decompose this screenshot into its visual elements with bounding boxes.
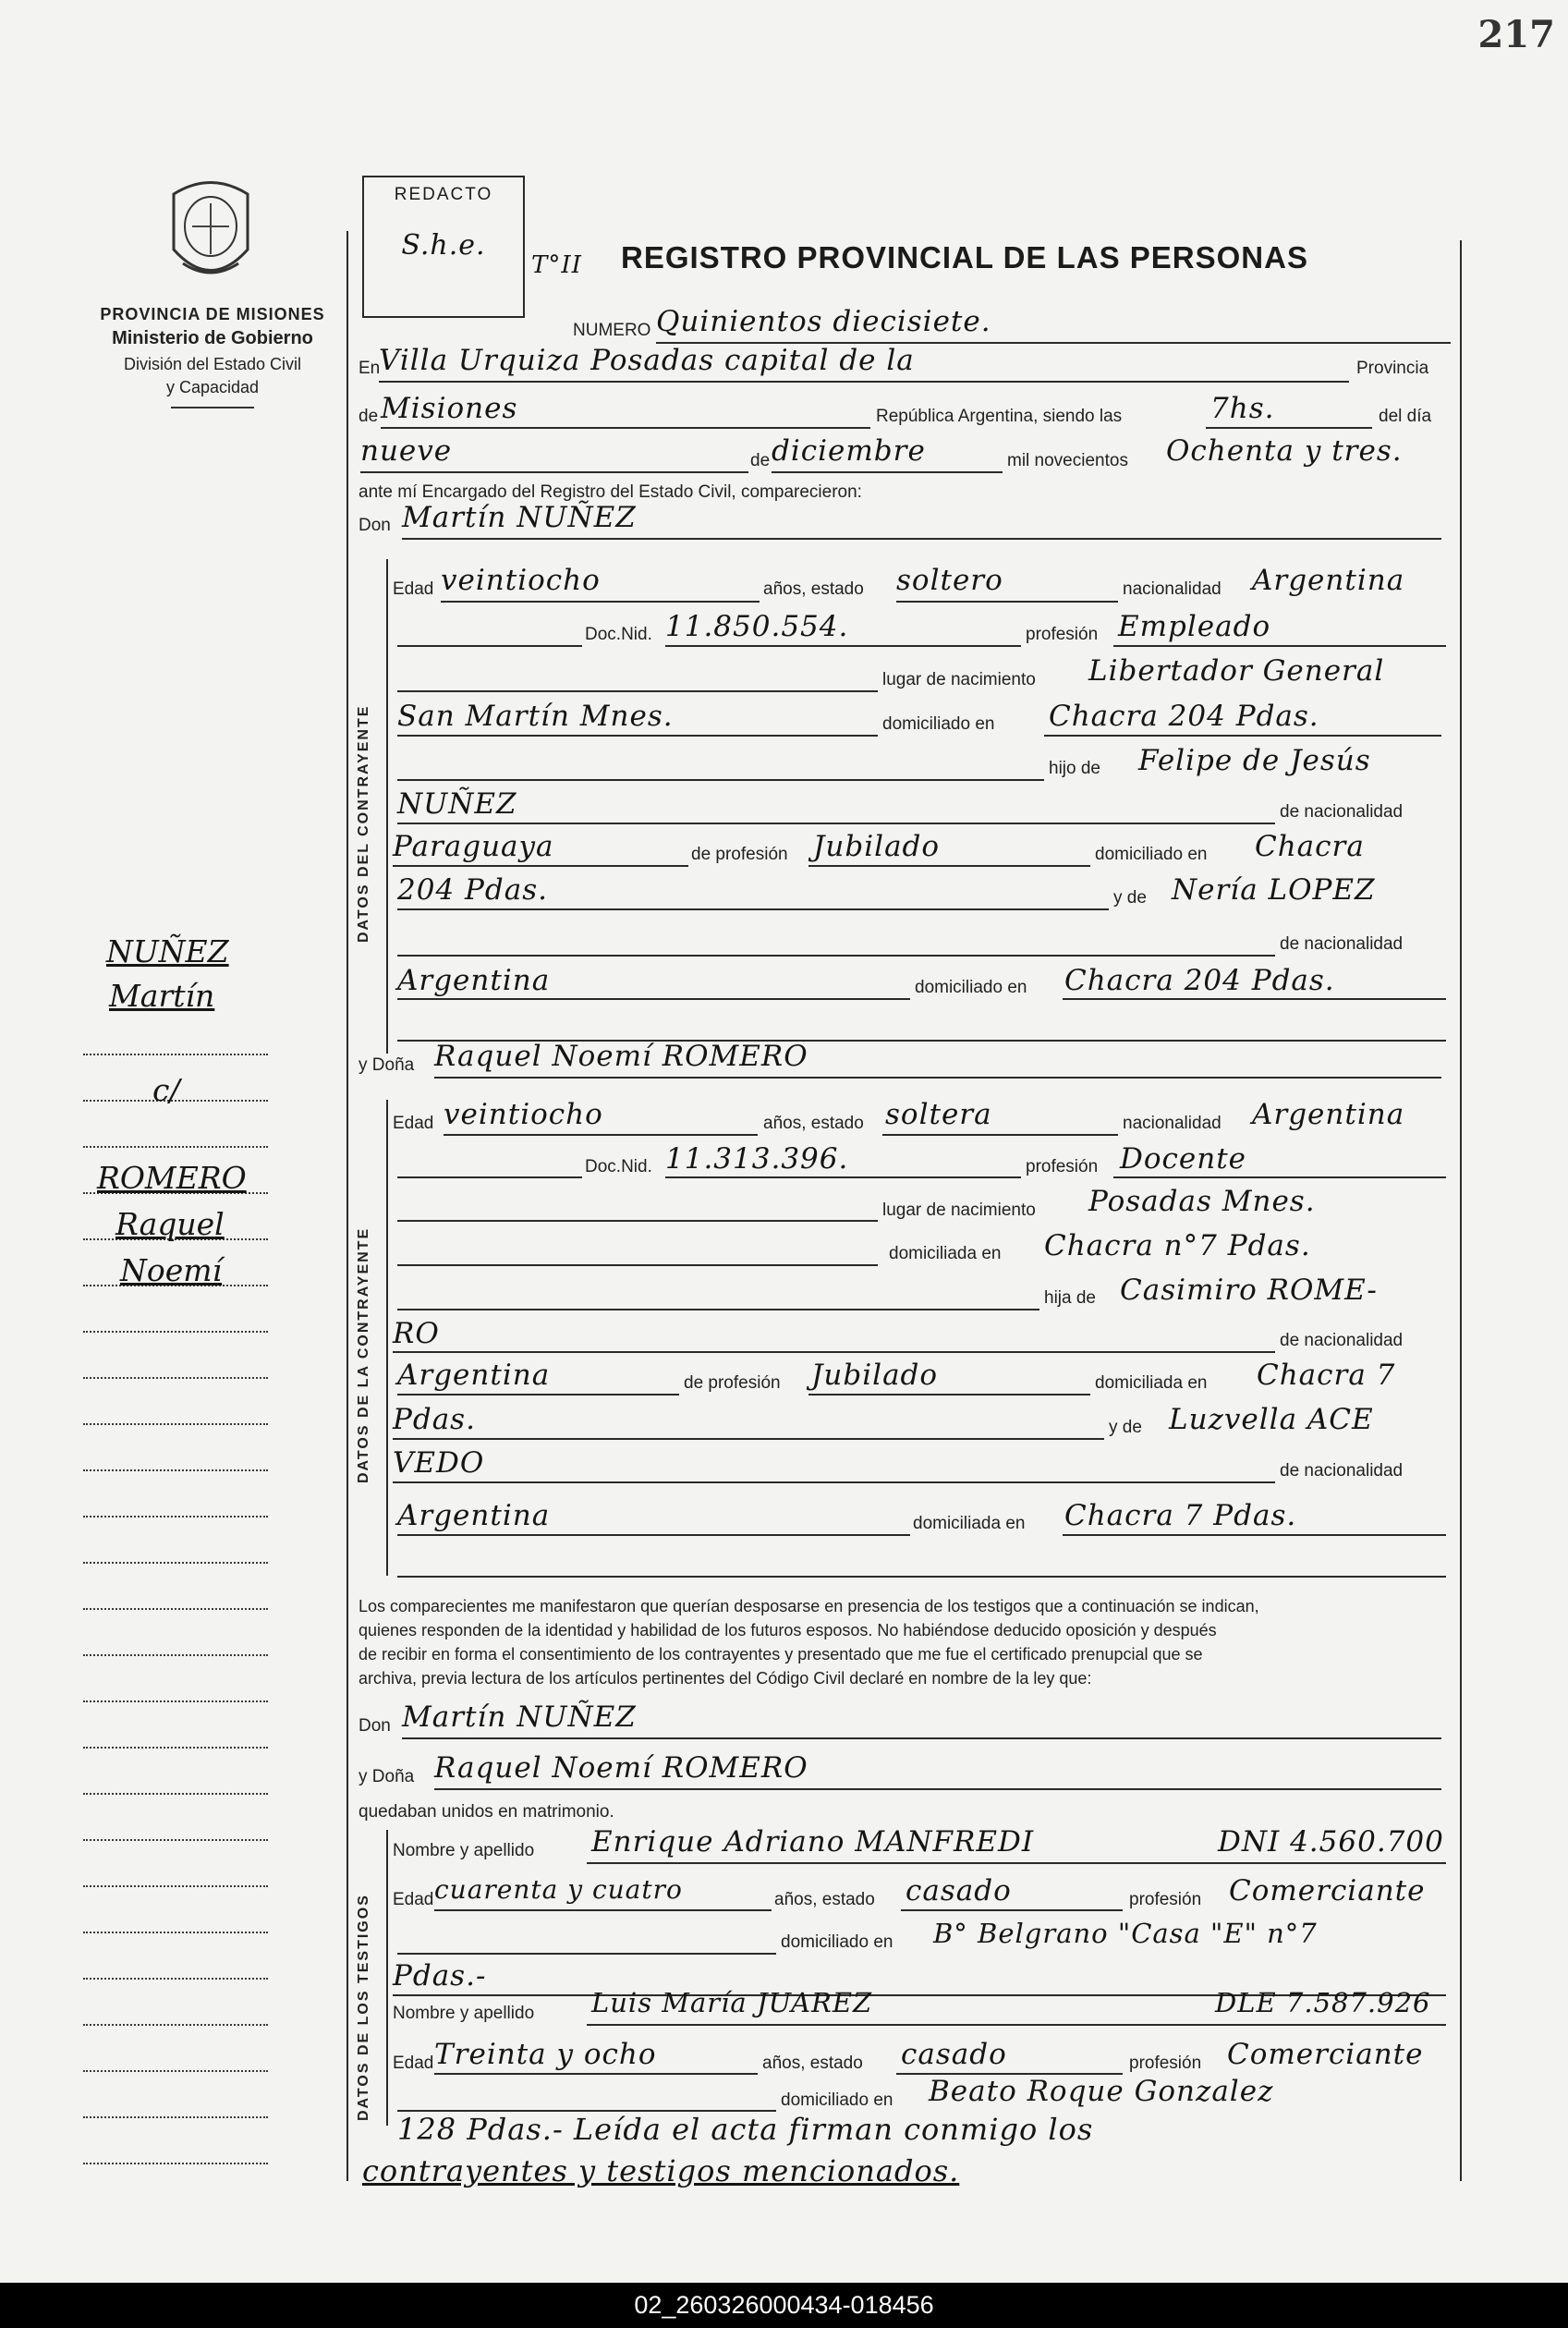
estado-label-2: años, estado xyxy=(763,1114,864,1133)
dona-label: y Doña xyxy=(359,1055,415,1075)
padre-value: Felipe de Jesús xyxy=(1138,744,1371,777)
t2-edad-value: Treinta y ocho xyxy=(434,2038,657,2071)
hijo-label: hijo de xyxy=(1049,759,1100,778)
estado-value-2: soltera xyxy=(885,1098,992,1131)
domicilio-value-2: Chacra n°7 Pdas. xyxy=(1044,1229,1311,1262)
t2-doc-value: DLE 7.587.926 xyxy=(1215,1987,1431,2018)
de-mes-label: de xyxy=(750,451,771,470)
t2-dom-value: Beato Roque Gonzalez xyxy=(929,2075,1274,2108)
edad-label: Edad xyxy=(393,579,434,599)
padre-value-4: RO xyxy=(393,1317,440,1350)
side-label-contrayenta: DATOS DE LA CONTRAYENTE xyxy=(356,1226,371,1483)
profesion-value-2: Docente xyxy=(1120,1142,1246,1176)
t1-dom-value: B° Belgrano "Casa "E" n°7 xyxy=(933,1918,1318,1949)
domicilio-value: Chacra 204 Pdas. xyxy=(1049,700,1319,733)
profesion-label-2: profesión xyxy=(1026,1157,1099,1176)
padre-nac-value-2: Argentina xyxy=(397,1359,551,1392)
closing-line-2: contrayentes y testigos mencionados. xyxy=(362,2153,960,2188)
division-line-2: y Capacidad xyxy=(165,378,260,396)
t1-edad-value: cuarenta y cuatro xyxy=(434,1874,683,1905)
padre-prof-value-2: Jubilado xyxy=(811,1359,939,1392)
side-label-testigos: DATOS DE LOS TESTIGOS xyxy=(356,1894,371,2121)
dona-value: Raquel Noemí ROMERO xyxy=(434,1040,808,1073)
de-nac-label: de nacionalidad xyxy=(1280,802,1404,822)
margin-note-name-3: Noemí xyxy=(120,1252,223,1288)
en-value: Villa Urquiza Posadas capital de la xyxy=(379,344,915,377)
margin-note-surname: NUÑEZ xyxy=(106,933,229,969)
de-nac-label-3: de nacionalidad xyxy=(1280,1331,1404,1350)
doc-value-2: 11.313.396. xyxy=(665,1142,849,1176)
madre-nac-value-2: Argentina xyxy=(397,1499,551,1532)
don-label: Don xyxy=(359,516,391,535)
domicilio-label: domiciliado en xyxy=(882,714,995,734)
numero-value: Quinientos diecisiete. xyxy=(656,305,991,338)
tomo-mark: T°II xyxy=(531,251,582,279)
madre-dom-label-2: domiciliada en xyxy=(913,1514,1026,1533)
estado-label: años, estado xyxy=(763,579,864,599)
decl-dona-value: Raquel Noemí ROMERO xyxy=(434,1751,808,1785)
margin-note-name-2: Raquel xyxy=(115,1206,225,1242)
t1-nombre-label: Nombre y apellido xyxy=(393,1841,535,1860)
t2-nombre-value: Luis María JUAREZ xyxy=(591,1987,873,2018)
coat-of-arms-icon xyxy=(155,176,266,296)
doc-label: Doc.Nid. xyxy=(585,625,652,644)
t1-nombre-value: Enrique Adriano MANFREDI xyxy=(591,1825,1035,1859)
margin-note-con: c/ xyxy=(152,1072,180,1108)
mil-label: mil novecientos xyxy=(1007,451,1128,470)
lugar-value: Libertador General xyxy=(1088,654,1385,688)
footer-code: 02_260326000434-018456 xyxy=(634,2291,934,2319)
padre-dom-value-2: Chacra 7 xyxy=(1257,1359,1396,1392)
provincia-value: Misiones xyxy=(381,392,518,425)
nacionalidad-label: nacionalidad xyxy=(1123,579,1222,599)
edad-value: veintiocho xyxy=(441,564,601,597)
margin-note-surname-2: ROMERO xyxy=(97,1160,247,1196)
mes-value: diciembre xyxy=(772,434,926,468)
doc-value: 11.850.554. xyxy=(665,610,849,643)
declaration-line-1: Los comparecientes me manifestaron que querían desposarse en presencia de los testigos que a continuación se indican, xyxy=(359,1597,1259,1615)
redacto-box xyxy=(362,176,525,318)
madre-value-2: Luzvella ACE xyxy=(1169,1403,1374,1436)
redacto-value: S.h.e. xyxy=(401,229,486,262)
de-nac-label-4: de nacionalidad xyxy=(1280,1461,1404,1481)
anio-value: Ochenta y tres. xyxy=(1166,434,1403,468)
profesion-label: profesión xyxy=(1026,625,1099,644)
de-prof-label: de profesión xyxy=(691,845,788,864)
lugar-label-2: lugar de nacimiento xyxy=(882,1201,1036,1220)
t1-dom-label: domiciliado en xyxy=(781,1932,893,1952)
madre-value: Nería LOPEZ xyxy=(1172,873,1376,907)
lugar-label: lugar de nacimiento xyxy=(882,670,1036,689)
de-label: de xyxy=(359,407,379,426)
declaration-line-3: de recibir en forma el consentimiento de los contrayentes y presentado que me fue el certificado prenupcial que se xyxy=(359,1645,1203,1664)
nacionalidad-value: Argentina xyxy=(1252,564,1405,597)
en-label: En xyxy=(359,359,381,378)
t1-edad-label: Edad xyxy=(393,1890,434,1909)
registry-title: REGISTRO PROVINCIAL DE LAS PERSONAS xyxy=(621,240,1308,274)
doc-label-2: Doc.Nid. xyxy=(585,1157,652,1176)
quedaban-label: quedaban unidos en matrimonio. xyxy=(359,1802,614,1822)
t2-edad-label: Edad xyxy=(393,2054,434,2073)
declaration-paragraph xyxy=(359,1594,1449,1690)
side-label-contrayente: DATOS DEL CONTRAYENTE xyxy=(356,704,371,943)
dia-value: nueve xyxy=(360,434,453,468)
margin-rule xyxy=(346,231,348,2181)
t2-prof-label: profesión xyxy=(1129,2054,1202,2073)
nacionalidad-label-2: nacionalidad xyxy=(1123,1114,1222,1133)
hora-value: 7hs. xyxy=(1210,392,1275,425)
de-nac-label-2: de nacionalidad xyxy=(1280,934,1404,954)
t2-prof-value: Comerciante xyxy=(1227,2038,1424,2071)
ministry-heading: Ministerio de Gobierno xyxy=(112,328,313,348)
madre-dom-label: domiciliado en xyxy=(915,978,1027,997)
division-line-1: División del Estado Civil xyxy=(123,355,302,373)
page-number: 217 xyxy=(1477,13,1555,56)
province-heading: PROVINCIA DE MISIONES xyxy=(100,305,325,323)
padre-dom-value-2: 204 Pdas. xyxy=(397,873,548,907)
header-divider xyxy=(171,407,254,408)
margin-note-name: Martín xyxy=(109,978,215,1014)
t2-dom-label: domiciliado en xyxy=(781,2090,893,2110)
t2-nombre-label: Nombre y apellido xyxy=(393,2004,535,2023)
declaration-line-2: quienes responden de la identidad y habilidad de los futuros esposos. No habiéndose deducido oposición y después xyxy=(359,1621,1217,1639)
y-de-label-2: y de xyxy=(1109,1418,1142,1437)
madre-dom-value: Chacra 204 Pdas. xyxy=(1064,964,1335,997)
t1-estado-label: años, estado xyxy=(774,1890,875,1909)
lugar-value-3: Posadas Mnes. xyxy=(1088,1185,1316,1218)
padre-nac-value: Paraguaya xyxy=(393,830,554,863)
del-dia-label: del día xyxy=(1379,407,1432,426)
t1-prof-label: profesión xyxy=(1129,1890,1202,1909)
numero-label: NUMERO xyxy=(573,321,651,340)
t1-prof-value: Comerciante xyxy=(1229,1874,1426,1907)
redacto-label: REDACTO xyxy=(394,185,493,204)
profesion-value: Empleado xyxy=(1118,610,1271,643)
republica-label: República Argentina, siendo las xyxy=(876,407,1123,426)
lugar-value-2: San Martín Mnes. xyxy=(397,700,674,733)
padre-value-2: NUÑEZ xyxy=(397,787,517,821)
t1-estado-value: casado xyxy=(906,1874,1012,1907)
madre-value-3: VEDO xyxy=(393,1446,485,1480)
padre-value-3: Casimiro ROME- xyxy=(1120,1274,1378,1307)
ante-label: ante mí Encargado del Registro del Estado Civil, comparecieron: xyxy=(359,482,862,502)
madre-dom-value-2: Chacra 7 Pdas. xyxy=(1064,1499,1297,1532)
provincia-label: Provincia xyxy=(1356,359,1429,378)
de-prof-label-2: de profesión xyxy=(684,1373,781,1393)
closing-line-1: 128 Pdas.- Leída el acta firman conmigo los xyxy=(397,2112,1094,2147)
domicilio-label-2: domiciliada en xyxy=(889,1244,1002,1263)
estado-value: soltero xyxy=(896,564,1003,597)
edad-value-2: veintiocho xyxy=(444,1098,603,1131)
t1-dom-value-2: Pdas.- xyxy=(393,1959,487,1993)
decl-dona-label: y Doña xyxy=(359,1767,415,1786)
t2-estado-label: años, estado xyxy=(762,2054,863,2073)
t2-estado-value: casado xyxy=(901,2038,1007,2071)
footer-bar xyxy=(0,2283,1568,2328)
edad-label-2: Edad xyxy=(393,1114,434,1133)
madre-nac-value: Argentina xyxy=(397,964,551,997)
right-rule xyxy=(1460,240,1462,2181)
hija-label: hija de xyxy=(1044,1288,1096,1308)
decl-don-label: Don xyxy=(359,1716,391,1736)
padre-dom-value: Chacra xyxy=(1255,830,1365,863)
don-value: Martín NUÑEZ xyxy=(402,501,637,534)
dom-en-label: domiciliado en xyxy=(1095,845,1208,864)
padre-dom-value-3: Pdas. xyxy=(393,1403,476,1436)
declaration-line-4: archiva, previa lectura de los artículos pertinentes del Código Civil declaré en nombre de la ley que: xyxy=(359,1669,1092,1688)
decl-don-value: Martín NUÑEZ xyxy=(402,1700,637,1734)
dom-en-label-2: domiciliada en xyxy=(1095,1373,1208,1393)
padre-prof-value: Jubilado xyxy=(813,830,941,863)
nacionalidad-value-2: Argentina xyxy=(1252,1098,1405,1131)
t1-doc-value: DNI 4.560.700 xyxy=(1218,1825,1444,1859)
y-de-label: y de xyxy=(1113,888,1147,908)
